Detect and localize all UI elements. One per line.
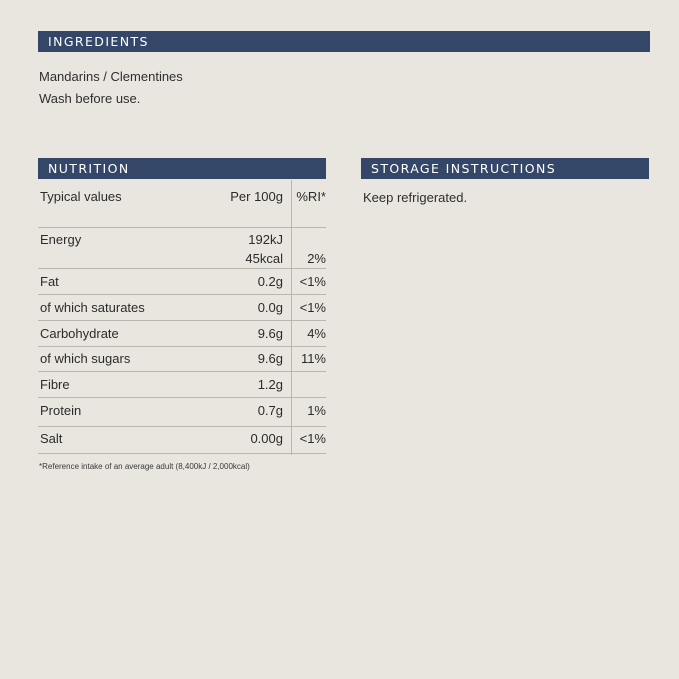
nutrient-value-kcal: 45kcal — [245, 251, 283, 266]
nutrient-label: Fat — [40, 274, 59, 289]
nutrient-ri: 2% — [307, 251, 326, 266]
nutrient-ri: 1% — [307, 403, 326, 418]
typical-values-label: Typical values — [40, 189, 122, 204]
table-row — [38, 427, 326, 454]
nutrition-header-row — [38, 180, 326, 228]
ri-label: %RI* — [296, 189, 326, 204]
nutrient-ri: <1% — [299, 431, 326, 446]
nutrient-value: 9.6g — [257, 351, 283, 366]
table-row — [38, 321, 326, 347]
table-row — [38, 295, 326, 321]
nutrient-label: of which sugars — [40, 351, 131, 366]
nutrient-ri: <1% — [299, 274, 326, 289]
nutrient-ri: 11% — [300, 351, 326, 366]
table-row — [38, 398, 326, 427]
nutrient-value: 0.00g — [250, 431, 283, 446]
nutrient-label: Fibre — [40, 377, 70, 392]
nutrient-ri: 4% — [307, 326, 326, 341]
table-row — [38, 269, 326, 295]
column-divider — [291, 180, 292, 455]
nutrient-value: 0.2g — [257, 274, 283, 289]
nutrient-value: 0.7g — [257, 403, 283, 418]
nutrition-heading: NUTRITION — [38, 158, 326, 179]
ingredients-heading: INGREDIENTS — [38, 31, 650, 52]
nutrient-label: of which saturates — [40, 300, 145, 315]
nutrient-value: 0.0g — [257, 300, 283, 315]
nutrient-value: 9.6g — [257, 326, 283, 341]
nutrient-label: Carbohydrate — [40, 326, 119, 341]
table-row — [38, 228, 326, 269]
table-row — [38, 372, 326, 398]
nutrient-value: 192kJ — [248, 232, 283, 247]
ingredients-line: Mandarins / Clementines — [39, 69, 183, 84]
nutrient-label: Protein — [40, 403, 82, 418]
per-100g-label: Per 100g — [230, 189, 283, 204]
storage-text: Keep refrigerated. — [363, 190, 468, 205]
storage-heading: STORAGE INSTRUCTIONS — [361, 158, 649, 179]
table-row — [38, 347, 326, 372]
reference-intake-footnote: *Reference intake of an average adult (8,400kJ / 2,000kcal) — [39, 462, 250, 471]
nutrient-label: Salt — [40, 431, 63, 446]
nutrition-table — [38, 180, 326, 454]
nutrient-label: Energy — [40, 232, 82, 247]
nutrient-value: 1.2g — [257, 377, 283, 392]
ingredients-line: Wash before use. — [39, 91, 141, 106]
nutrient-ri: <1% — [299, 300, 326, 315]
